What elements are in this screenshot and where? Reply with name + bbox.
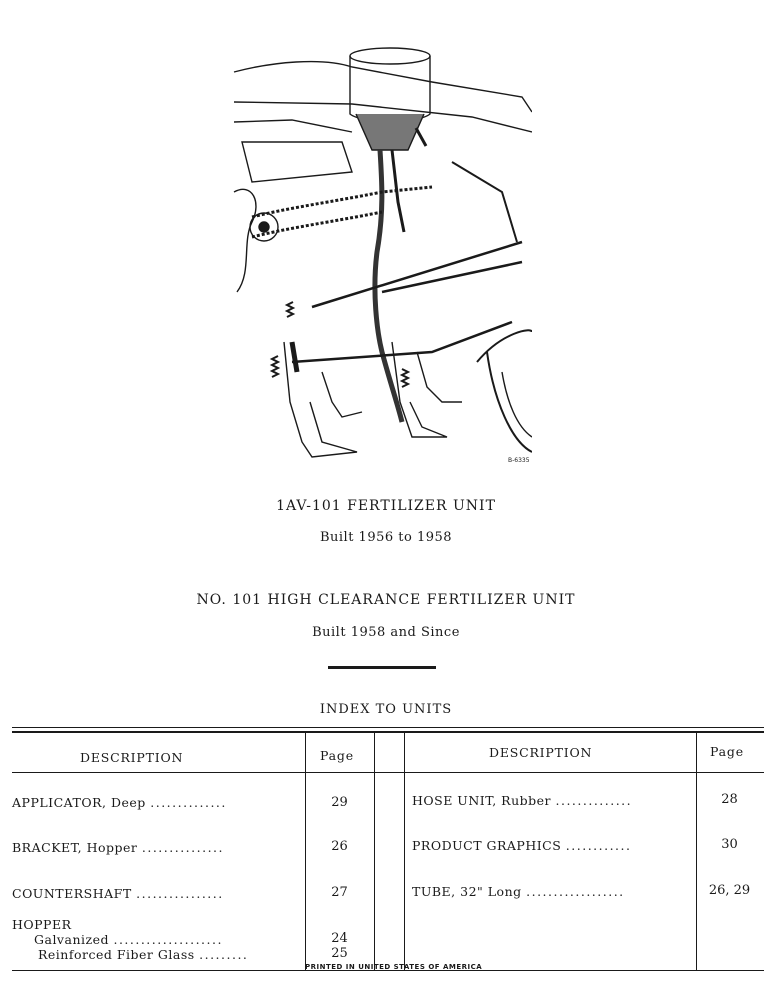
- page-bracket: 26: [331, 839, 348, 854]
- list-item-countershaft: COUNTERSHAFT ................: [12, 886, 224, 901]
- fertilizer-unit-illustration: [232, 42, 532, 472]
- left-description-header: DESCRIPTION: [80, 750, 184, 765]
- col-rule-1: [305, 733, 306, 971]
- page-product-graphics: 30: [721, 837, 738, 852]
- unit-2-title: NO. 101 HIGH CLEARANCE FERTILIZER UNIT: [196, 592, 576, 608]
- figure-code-label: B-6335: [508, 457, 530, 464]
- page-hopper-fiberglass: 25: [331, 946, 348, 961]
- col-rule-2: [374, 733, 375, 971]
- right-page-header: Page: [710, 744, 744, 759]
- right-description-header: DESCRIPTION: [489, 745, 593, 760]
- unit-1-built-years: Built 1956 to 1958: [319, 530, 453, 545]
- page-hopper-galvanized: 24: [331, 931, 348, 946]
- unit-2-built-years: Built 1958 and Since: [312, 625, 460, 640]
- list-item-bracket: BRACKET, Hopper ...............: [12, 840, 224, 855]
- index-heading: INDEX TO UNITS: [319, 702, 453, 717]
- table-top-rule-thick: [12, 731, 764, 733]
- page-applicator: 29: [331, 795, 348, 810]
- left-page-header: Page: [320, 748, 354, 763]
- col-rule-4: [696, 733, 697, 971]
- unit-1-title: 1AV-101 FERTILIZER UNIT: [276, 498, 496, 514]
- list-item-hose-unit: HOSE UNIT, Rubber ..............: [412, 793, 633, 808]
- title-divider: [328, 666, 436, 669]
- printed-in-footer: PRINTED IN UNITED STATES OF AMERICA: [305, 963, 483, 971]
- list-item-hopper: HOPPER: [12, 917, 72, 932]
- list-item-hopper-galvanized: Galvanized ....................: [34, 932, 223, 947]
- page-countershaft: 27: [331, 885, 348, 900]
- table-header-rule: [12, 772, 764, 773]
- page-hose-unit: 28: [721, 792, 738, 807]
- table-top-rule: [12, 727, 764, 728]
- page-tube: 26, 29: [708, 883, 751, 898]
- list-item-product-graphics: PRODUCT GRAPHICS ............: [412, 838, 632, 853]
- list-item-hopper-fiberglass: Reinforced Fiber Glass .........: [38, 947, 249, 962]
- col-rule-3: [404, 733, 405, 971]
- list-item-tube: TUBE, 32" Long ..................: [412, 884, 625, 899]
- list-item-applicator: APPLICATOR, Deep ..............: [12, 795, 227, 810]
- index-table: [12, 727, 764, 971]
